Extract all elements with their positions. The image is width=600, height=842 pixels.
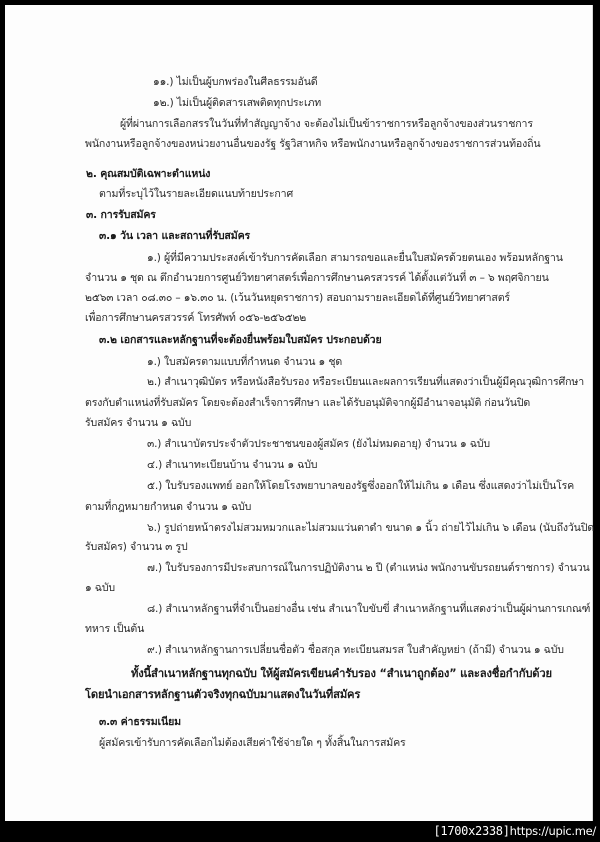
section-3-1-line: จำนวน ๑ ชุด ณ ตึกอำนวยการศูนย์วิทยาศาสตร์เพื่อการศึกษานครสวรรค์ ได้ตั้งแต่วันที่ ๓ – ๖ พฤศจิกายน [85,272,549,284]
document-item-2-cont: รับสมัคร จำนวน ๑ ฉบับ [85,417,192,429]
section-3-3-heading: ๓.๓ ค่าธรรมเนียม [99,716,182,728]
document-item-5-cont: ตามที่กฎหมายกำหนด จำนวน ๑ ฉบับ [85,501,252,513]
document-item-9: ๙.) สำเนาหลักฐานการเปลี่ยนชื่อตัว ชื่อสกุล ทะเบียนสมรส ใบสำคัญหย่า (ถ้ามี) จำนวน ๑ ฉบับ [147,644,564,656]
watermark-dimensions: [1700x2338] [433,824,510,838]
document-item-2-cont: ตรงกับตำแหน่งที่รับสมัคร โดยจะต้องสำเร็จการศึกษา และได้รับอนุมัติจากผู้มีอำนาจอนุมัติ ก่อนวันปิด [85,397,531,409]
section-3-1-line: ๒๕๖๓ เวลา ๐๘.๓๐ – ๑๖.๓๐ น. (เว้นวันหยุดราชการ) สอบถามรายละเอียดได้ที่ศูนย์วิทยาศาสตร์ [85,292,510,304]
document-item-6: ๖.) รูปถ่ายหน้าตรงไม่สวมหมวกและไม่สวมแว่นตาดำ ขนาด ๑ นิ้ว ถ่ายไว้ไม่เกิน ๖ เดือน (นับถึงวันปิด [147,522,595,534]
certify-instruction-line-2: โดยนำเอกสารหลักฐานตัวจริงทุกฉบับมาแสดงในวันที่สมัคร [85,688,361,701]
document-item-2: ๒.) สำเนาวุฒิบัตร หรือหนังสือรับรอง หรือระเบียนและผลการเรียนที่แสดงว่าเป็นผู้มีคุณวุฒิการศึกษา [147,376,585,388]
section-3-heading: ๓. การรับสมัคร [86,209,156,221]
section-3-1-line: เพื่อการศึกษานครสวรรค์ โทรศัพท์ ๐๕๖-๒๕๖๕๒๒ [85,312,307,324]
image-watermark [433,822,596,840]
document-item-8: ๘.) สำเนาหลักฐานที่จำเป็นอย่างอื่น เช่น สำเนาใบขับขี่ สำเนาหลักฐานที่แสดงว่าเป็นผู้ผ่านการเกณฑ์ [147,603,591,615]
note-paragraph-line-2: พนักงานหรือลูกจ้างของหน่วยงานอื่นของรัฐ รัฐวิสาหกิจ หรือพนักงานหรือลูกจ้างของราชการส่วนท้องถิ่น [85,138,541,150]
document-page [5,5,593,821]
section-2-body: ตามที่ระบุไว้ในรายละเอียดแนบท้ายประกาศ [99,188,294,200]
note-paragraph-line-1: ผู้ที่ผ่านการเลือกสรรในวันที่ทำสัญญาจ้าง จะต้องไม่เป็นข้าราชการหรือลูกจ้างของส่วนราชการ [120,118,533,130]
document-item-1: ๑.) ใบสมัครตามแบบที่กำหนด จำนวน ๑ ชุด [147,356,343,368]
watermark-url[interactable]: https://upic.me/ [509,824,596,838]
document-item-5: ๕.) ใบรับรองแพทย์ ออกให้โดยโรงพยาบาลของรัฐซึ่งออกให้ไม่เกิน ๑ เดือน ซึ่งแสดงว่าไม่เป็นโรค [147,480,575,492]
section-3-2-heading: ๓.๒ เอกสารและหลักฐานที่จะต้องยื่นพร้อมใบสมัคร ประกอบด้วย [99,334,382,346]
qualification-item-12: ๑๒.) ไม่เป็นผู้ติดสารเสพติดทุกประเภท [153,97,322,109]
document-item-3: ๓.) สำเนาบัตรประจำตัวประชาชนของผู้สมัคร (ยังไม่หมดอายุ) จำนวน ๑ ฉบับ [147,438,490,450]
document-item-7-cont: ๑ ฉบับ [85,582,116,594]
document-item-7: ๗.) ใบรับรองการมีประสบการณ์ในการปฏิบัติงาน ๒ ปี (ตำแหน่ง พนักงานขับรถยนต์ราชการ) จำนวน [147,562,590,574]
section-3-1-heading: ๓.๑ วัน เวลา และสถานที่รับสมัคร [99,230,251,242]
section-3-3-body: ผู้สมัครเข้ารับการคัดเลือกไม่ต้องเสียค่าใช้จ่ายใด ๆ ทั้งสิ้นในการสมัคร [99,737,406,749]
section-2-heading: ๒. คุณสมบัติเฉพาะตำแหน่ง [86,168,211,180]
document-item-4: ๔.) สำเนาทะเบียนบ้าน จำนวน ๑ ฉบับ [147,459,318,471]
document-item-6-cont: รับสมัคร) จำนวน ๓ รูป [85,541,188,553]
section-3-1-line: ๑.) ผู้ที่มีความประสงค์เข้ารับการคัดเลือก สามารถขอและยื่นใบสมัครด้วยตนเอง พร้อมหลักฐาน [147,252,563,264]
certify-instruction-line-1: ทั้งนี้สำเนาหลักฐานทุกฉบับ ให้ผู้สมัครเขียนคำรับรอง “สำเนาถูกต้อง” และลงชื่อกำกับด้วย [131,667,552,680]
qualification-item-11: ๑๑.) ไม่เป็นผู้บกพร่องในศีลธรรมอันดี [153,76,318,88]
document-item-8-cont: ทหาร เป็นต้น [85,623,145,635]
